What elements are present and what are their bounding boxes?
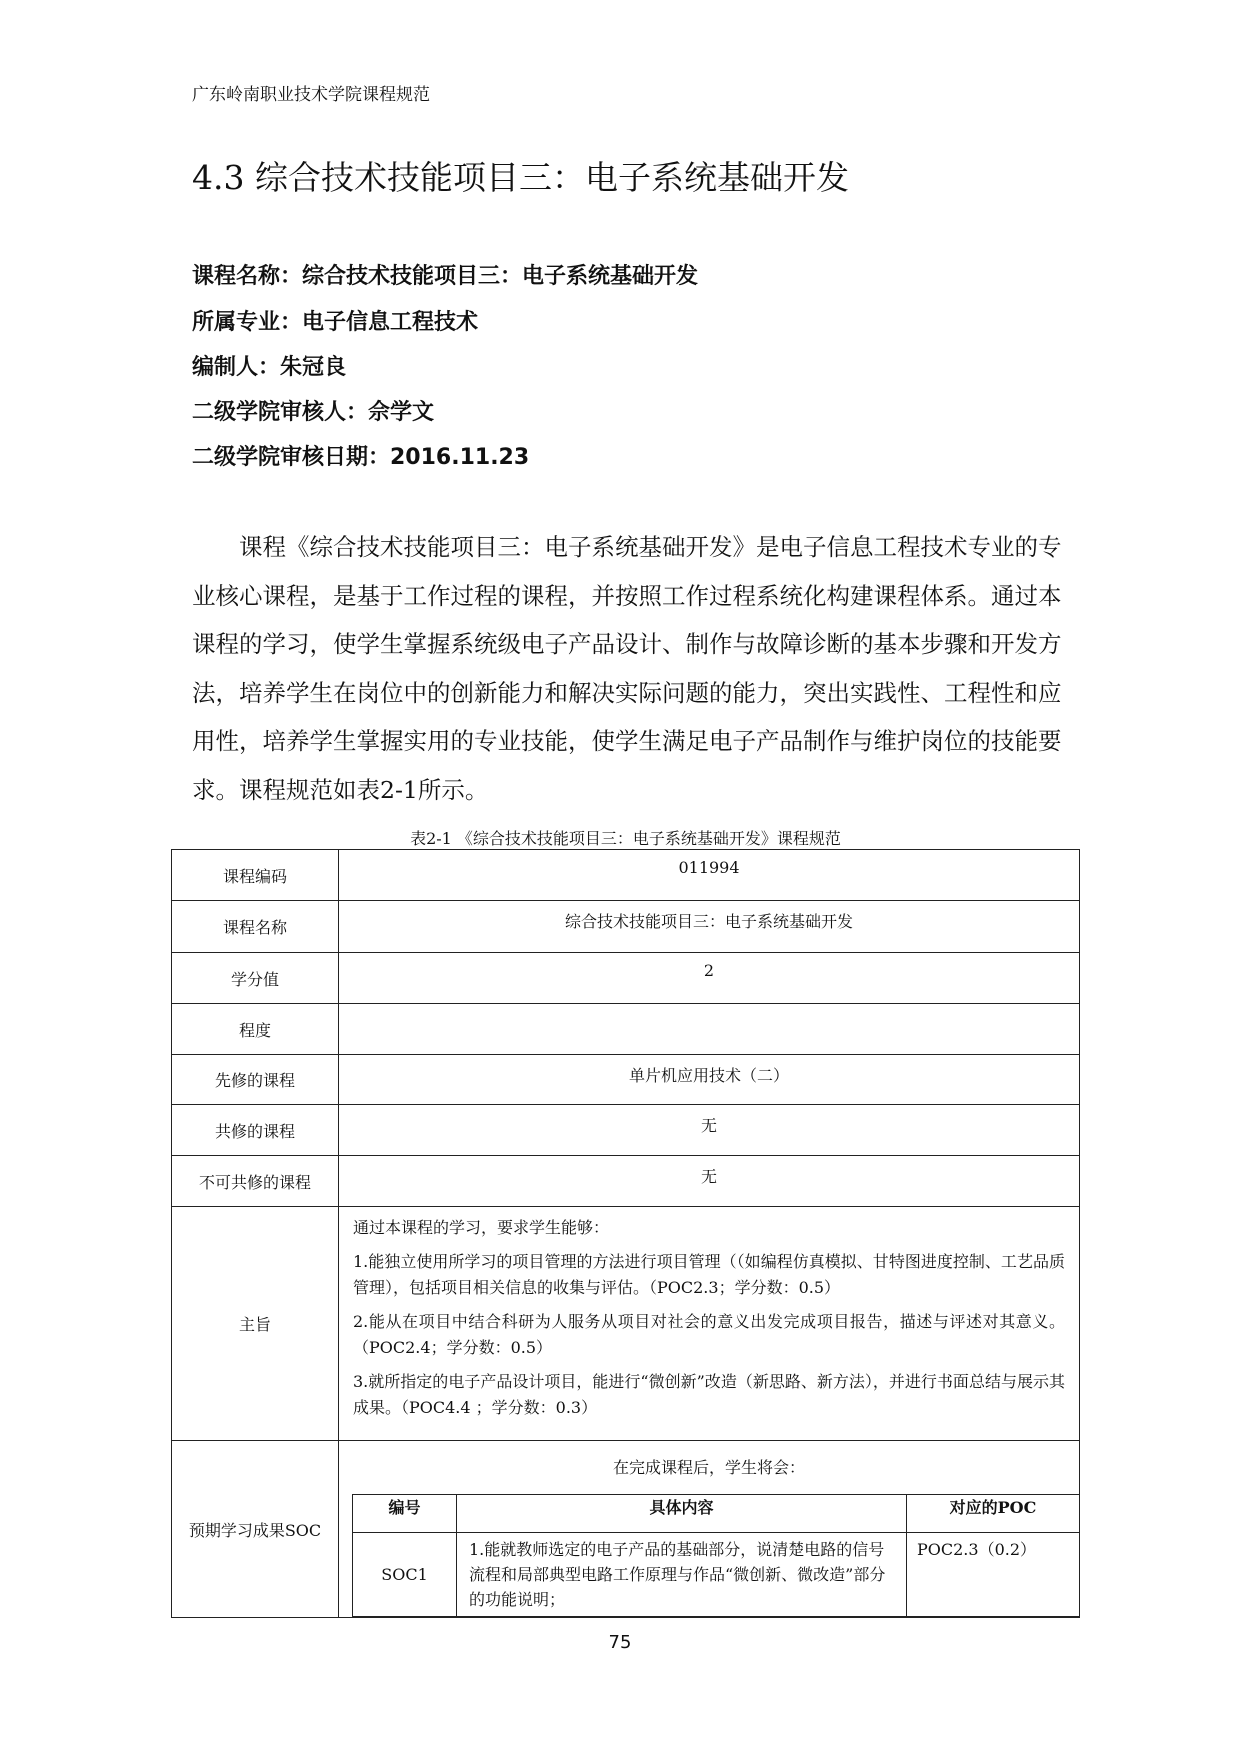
header-cell: 具体内容 bbox=[457, 1495, 907, 1533]
soc-table bbox=[352, 1494, 1079, 1617]
aim-item: 3.就所指定的电子产品设计项目，能进行“微创新”改造（新思路、新方法），并进行书面总结与展示其成果。（POC4.4 ；学分数：0.3） bbox=[353, 1372, 1065, 1417]
soc-data-row bbox=[353, 1533, 1080, 1617]
row-value: 无 bbox=[339, 1105, 1080, 1156]
table-row bbox=[172, 901, 1080, 953]
soc-header-row bbox=[353, 1495, 1080, 1533]
header-cell: 编号 bbox=[353, 1495, 457, 1533]
row-value: 无 bbox=[339, 1156, 1080, 1207]
info-reviewer: 二级学院审核人：佘学文 bbox=[192, 400, 435, 425]
section-title: 4.3 综合技术技能项目三：电子系统基础开发 bbox=[192, 158, 849, 197]
soc-description: 1.能就教师选定的电子产品的基础部分，说清楚电路的信号流程和局部典型电路工作原理与作品“微创新、微改造”部分的功能说明； bbox=[457, 1533, 907, 1617]
aim-intro: 通过本课程的学习，要求学生能够： bbox=[353, 1218, 610, 1237]
soc-row bbox=[172, 1441, 1080, 1618]
soc-content bbox=[339, 1441, 1080, 1618]
info-major: 所属专业：电子信息工程技术 bbox=[192, 310, 479, 335]
row-label: 主旨 bbox=[172, 1207, 339, 1441]
info-review-date: 二级学院审核日期：2016.11.23 bbox=[192, 445, 530, 470]
row-value: 综合技术技能项目三：电子系统基础开发 bbox=[339, 901, 1080, 953]
row-label: 课程编码 bbox=[172, 850, 339, 901]
table-row bbox=[172, 1055, 1080, 1105]
soc-intro: 在完成课程后，学生将会： bbox=[612, 1458, 805, 1477]
row-value bbox=[339, 1004, 1080, 1055]
row-label: 不可共修的课程 bbox=[172, 1156, 339, 1207]
table-row bbox=[172, 1004, 1080, 1055]
header-cell: 对应的POC bbox=[907, 1495, 1080, 1533]
row-label: 程度 bbox=[172, 1004, 339, 1055]
row-label: 课程名称 bbox=[172, 901, 339, 953]
table-row bbox=[172, 1105, 1080, 1156]
row-label: 先修的课程 bbox=[172, 1055, 339, 1105]
table-row bbox=[172, 850, 1080, 901]
row-label: 预期学习成果SOC bbox=[172, 1441, 339, 1618]
table-row bbox=[172, 1156, 1080, 1207]
aim-item: 2.能从在项目中结合科研为人服务从项目对社会的意义出发完成项目报告，描述与评述对其意义。（POC2.4；学分数：0.5） bbox=[353, 1312, 1065, 1357]
soc-id: SOC1 bbox=[353, 1533, 457, 1617]
aim-content bbox=[339, 1207, 1080, 1441]
aim-item: 1.能独立使用所学习的项目管理的方法进行项目管理（（如编程仿真模拟、甘特图进度控制、工艺品质管理），包括项目相关信息的收集与评估。（POC2.3；学分数：0.5） bbox=[353, 1252, 1065, 1297]
table-caption: 表2-1 《综合技术技能项目三：电子系统基础开发》课程规范 bbox=[410, 829, 841, 848]
intro-paragraph: 课程《综合技术技能项目三：电子系统基础开发》是电子信息工程技术专业的专业核心课程，是基于工作过程的课程，并按照工作过程系统化构建课程体系。通过本课程的学习，使学生掌握系统级电子产品设计、制作与故障诊断的基本步骤和开发方法，培养学生在岗位中的创新能力和解决实际问题的能力，突出实践性、工程性和应用性，培养学生掌握实用的专业技能，使学生满足电子产品制作与维护岗位的技能要求。课程规范如表2-1所示。 bbox=[192, 533, 1062, 804]
info-course-name: 课程名称：综合技术技能项目三：电子系统基础开发 bbox=[192, 264, 699, 289]
row-label: 共修的课程 bbox=[172, 1105, 339, 1156]
course-spec-table bbox=[171, 849, 1080, 1618]
page-number: 75 bbox=[608, 1632, 632, 1653]
table-row bbox=[172, 953, 1080, 1004]
row-value: 单片机应用技术（二） bbox=[339, 1055, 1080, 1105]
aim-row bbox=[172, 1207, 1080, 1441]
row-value: 2 bbox=[339, 953, 1080, 1004]
info-author: 编制人：朱冠良 bbox=[192, 355, 347, 380]
running-header: 广东岭南职业技术学院课程规范 bbox=[192, 85, 430, 105]
row-value: 011994 bbox=[339, 850, 1080, 901]
row-label: 学分值 bbox=[172, 953, 339, 1004]
soc-poc: POC2.3（0.2） bbox=[907, 1533, 1080, 1617]
